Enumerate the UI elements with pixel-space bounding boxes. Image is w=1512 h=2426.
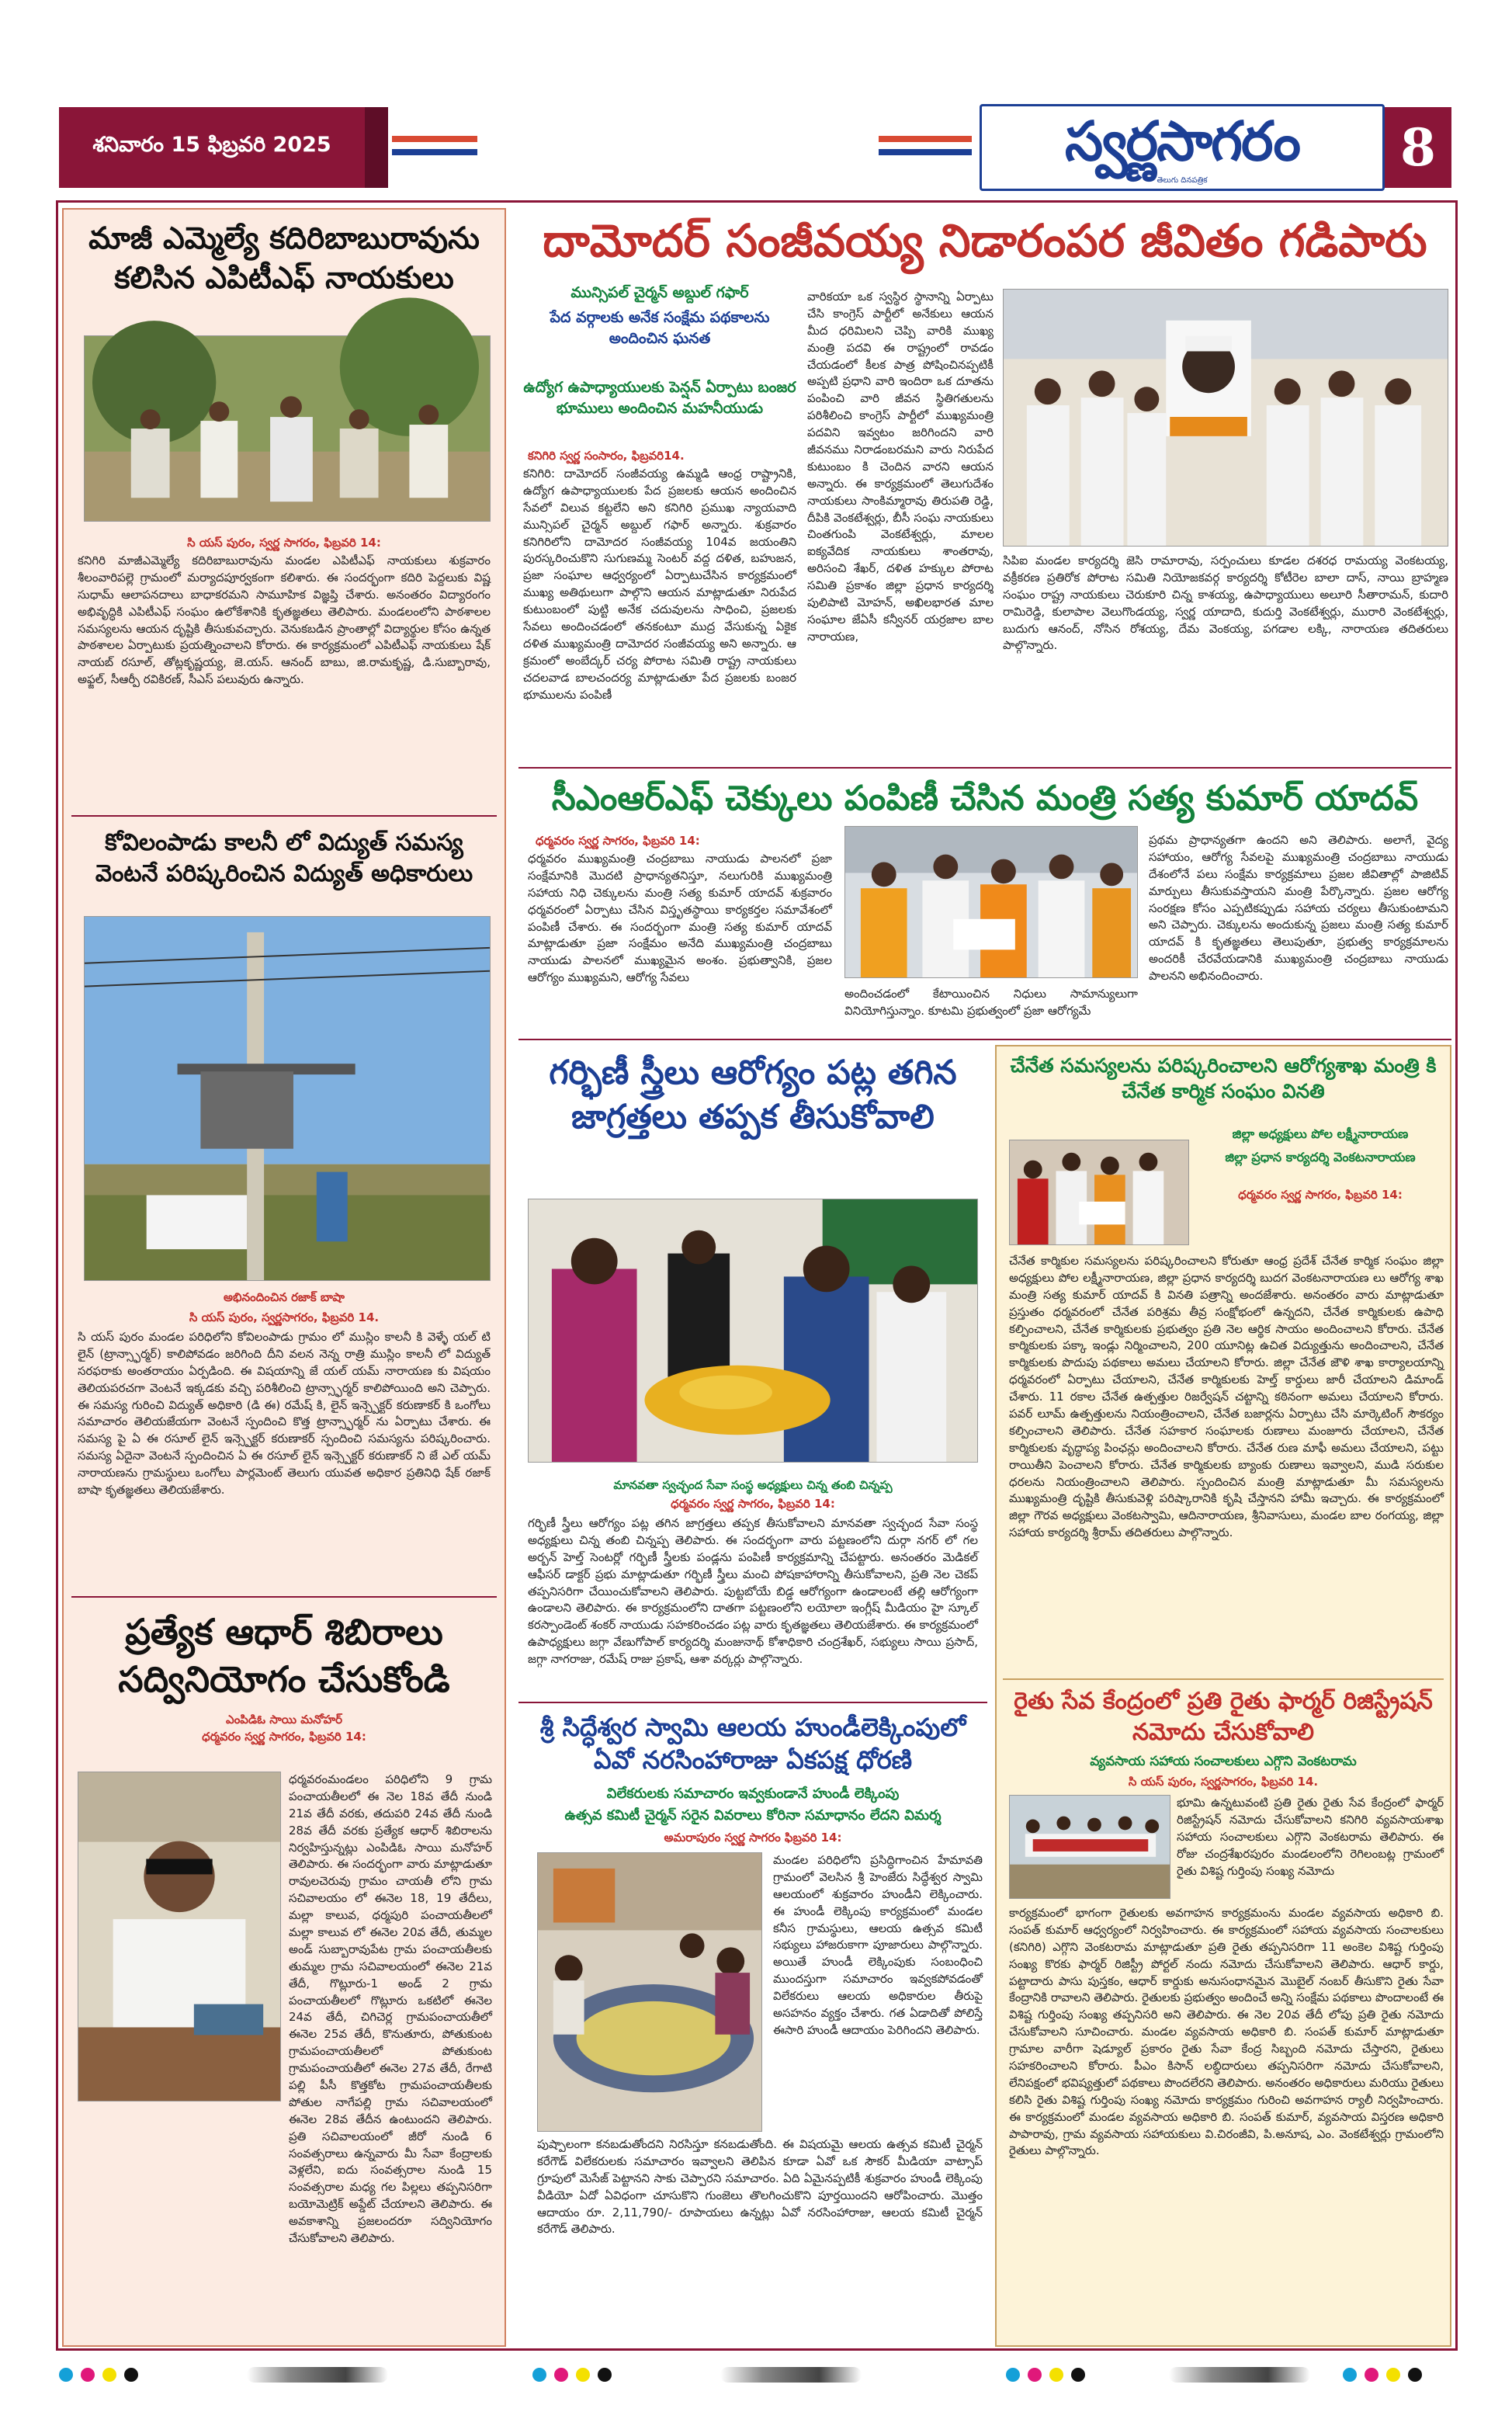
yellow-dot <box>576 2368 590 2382</box>
date-bar-accent <box>365 107 388 188</box>
black-dot <box>124 2368 138 2382</box>
siddheswara-headline: శ్రీ సిద్ధేశ్వర స్వామి ఆలయ హుండీలెక్కింపులో ఏవో నరసింహారాజు ఏకపక్ష ధోరణి <box>539 1713 966 1775</box>
magenta-dot <box>1365 2368 1378 2382</box>
magenta-dot <box>554 2368 568 2382</box>
aadhar-dateline: ధర్మవరం స్వర్ణ సాగరం, ఫిబ్రవరి 14: <box>202 1730 366 1744</box>
issue-date: శనివారం 15 ఫిబ్రవరి 2025 <box>59 107 365 188</box>
aadhar-byline: ఎంపిడిఓ సాయి మనోహర్ <box>226 1713 342 1727</box>
siddheswara-body2: పుష్పాలంగా కనబడుతోందని నిరసిస్తూ కనబడుతోంది. ఈ విషయమై ఆలయ ఉత్సవ కమిటీ చైర్మన్ కరేగౌడ్ విలేకరులకు సమాచారం ఇవ్వాలని తెలిపిన కూడా ఏవో ఒక సౌకర్ మీడియా వాట్సాప్ గ్రూపులో మెసేజ్ పెట్టానని సాకు చెప్పారని సమాచారం. ఏది ఏమైనప్పటికీ శుక్రవారం హుండీ లెక్కింపు వీడియో ఏదో ఏవిధంగా చూసుకొని గుంజెలు తొలగించుకొని పూర్తయిందని ఆరోపించారు. మొత్తం ఆదాయం రూ. 2,11,790/- రూపాయలు ఉన్నట్లు ఏవో నరసింహారాజు, ఆలయ కమిటీ చైర్మన్ కరేగౌడ్ తెలిపారు. <box>537 2137 983 2237</box>
ex-mla-headline: మాజీ ఎమ్మెల్యే కదిరిబాబురావును కలిసిన ఎపిటీఎఫ్ నాయకులు <box>88 221 480 297</box>
handloom-sub1: జిల్లా అధ్యక్షులు పోల లక్ష్మీనారాయణ <box>1232 1126 1409 1141</box>
farmer-body1: భూమి ఉన్నటువంటి ప్రతి రైతు రైతు సేవ కేంద్రంలో ఫార్మర్ రిజిస్ట్రేషన్ నమోదు చేసుకోవాలని కనిగిరి వ్యవసాయశాఖ సహాయ సంచాలకులు ఎగ్గొని వెంకటరామ తెలిపారు. ఈ రోజు చంద్రశేఖరపురం మండలంలోని రెగిలంబట్ల గ్రామంలో రైతు విశిష్ట గుర్తింపు సంఖ్య నమోదు <box>1177 1796 1444 1878</box>
masthead-rule-right-blue <box>879 149 972 155</box>
ex-mla-body: కనిగిరి మాజీఎమ్మెల్యే కదిరిబాబురావును మండల ఎపిటీఎఫ్ నాయకులు శుక్రవారం శీలంవారిపల్లె గ్రామంలో మర్యాదపూర్వకంగా కలిశారు. ఈ సందర్భంగా కదిరి పెద్దలుకు విష్ణ సుధామ్ ఆలాపనదాలు బాధాకరమని సామూహిక విజ్ఞప్తి చేశారు. అనంతరం విద్యారంగం అభివృద్ధికి ఎపిటీఎఫ్ సంఘం ఉలోకేశానికి కృతజ్ఞతలు తెలిపారు. మండలంలోని పాఠశాలల సమస్యలను ఆయన దృష్టికి తీసుకువచ్చారు. వెనుకబడిన ప్రాంతాల్లో విద్యార్థుల కోసం ఉన్నత పాఠశాలల ఏర్పాటుకు ప్రయత్నించాలని కోరారు. ఈ కార్యక్రమంలో ఎపిటీఎఫ్ నాయకులు షేక్ నాయబ్ రసూల్, తోట్లకృష్ణయ్య, జె.యస్. ఆనంద్ బాబు, జి.రామకృష్ణ, డి.సుబ్బారావు, అఫ్జల్, సీఆర్పీ రవికిరణ్, సీఎస్ పలువురు ఉన్నారు. <box>78 554 491 687</box>
pregnant-headline: గర్భిణీ స్త్రీలు ఆరోగ్యం పట్ల తగిన జాగ్రత్తలు తప్పక తీసుకోవాలి <box>549 1053 957 1137</box>
black-dot <box>1071 2368 1085 2382</box>
kovilampadu-dateline: సి యస్ పురం, స్వర్ణసాగరం, ఫిబ్రవరి 14. <box>189 1310 380 1324</box>
aadhar-headline: ప్రత్యేక ఆధార్ శిబిరాలు సద్వినియోగం చేసుకోండి <box>118 1611 450 1700</box>
damodar-photo <box>1003 289 1448 547</box>
kovilampadu-photo <box>84 916 491 1281</box>
cmrf-body1: ధర్మవరం ముఖ్యమంత్రి చంద్రబాబు నాయుడు పాలనలో ప్రజా సంక్షేమానికి మొదటి ప్రాధాన్యతనిస్తూ, నలుగురికి ముఖ్యమంత్రి సహాయ నిధి చెక్కులను మంత్రి సత్య కుమార్ యాదవ్ శుక్రవారం ధర్మవరంలో ఏర్పాటు చేసిన విస్తృతస్థాయి కార్యకర్తల సమావేశంలో పంపిణీ చేశారు. ఈ సందర్భంగా మంత్రి సత్య కుమార్ యాదవ్ మాట్లాడుతూ ప్రజా సంక్షేమం అనేది ముఖ్యమంత్రి చంద్రబాబు నాయుడు పాలనలో ముఖ్యమైన అంశం. ప్రభుత్వానికి, ప్రజల ఆరోగ్యం ముఖ్యమని, ఆరోగ్య సేవలు <box>528 852 832 985</box>
cmrf-headline: సీఎంఆర్ఎఫ్ చెక్కులు పంపిణీ చేసిన మంత్రి సత్య కుమార్ యాదవ్ <box>551 779 1419 818</box>
yellow-dot <box>1386 2368 1400 2382</box>
damodar-sub3: ఉద్యోగ ఉపాధ్యాయులకు పెన్షన్ ఏర్పాటు బంజర భూములు అందించిన మహనీయుడు <box>523 379 796 417</box>
black-dot <box>1408 2368 1422 2382</box>
color-registration-center <box>532 2368 612 2382</box>
magenta-dot <box>81 2368 95 2382</box>
damodar-body2: వారికయా ఒక స్వస్థిర స్థానాన్ని ఏర్పాటు చేసి కాంగ్రెస్ పార్టీలో అనేకులు ఆయన మీద ధరిమిలని చెప్పి వారికి ముఖ్య మంత్రి పదవి ఈ రాష్ట్రంలో రావడం చేయడంలో కీలక పాత్ర పోషించినప్పటికీ అప్పటి ప్రధాని వారి ఇందిరా ఒక దూతను పంపించి వారి జీవన స్థితిగతులను పరిశీలించి కాంగ్రెస్ పార్టీలో ముఖ్యమంత్రి పదవిని ఇవ్వటం జరిగిందని వారి జీవనము నిరాడంబరమని వారు నిరుపేద కుటుంబం కి చెందిన వారని ఆయన అన్నారు. ఈ కార్యక్రమంలో తెలుగుదేశం నాయకులు సాంకిమ్మారావు తిరుపతి రెడ్డి, దీపికి వెంకటేశ్వర్లు, బీసీ సంఘ నాయకులు చింతగుంపి వెంకటేశ్వర్లు, మాలల ఐక్యవేదిక నాయకులు శాంతరావు, అరిసంచి శేఖర్, దళిత హక్కుల పోరాట సమితి ప్రకాశం జిల్లా ప్రధాన కార్యదర్శి పులిపాటి మోహన్, అఖిలభారత మాల సంఘాల జేఏసీ కన్వీనర్ యర్రజాల బాల నారాయణ, <box>807 290 994 644</box>
aadhar-officer-photo <box>78 1772 281 2101</box>
siddheswara-body1: మండల పరిధిలోని ప్రసిద్ధిగాంచిన హేమావతి గ్రామంలో వెలసిన శ్రీ హెంజేరు సిద్ధేశ్వర స్వామి ఆలయంలో శుక్రవారం హుండీని లెక్కించారు. ఈ హుండీ లెక్కింపు కార్యక్రమంలో మండల కనీస గ్రామస్థులు, ఆలయ ఉత్సవ కమిటీ సభ్యులు హాజరుకాగా పూజారులు పాల్గొన్నారు. అయితే హుండీ లెక్కింపుకు సంబంధించి ముందస్తుగా సమాచారం ఇవ్వకపోవడంతో విలేకరులు ఆలయ అధికారుల తీరుపై అసహనం వ్యక్తం చేశారు. గత ఏడాదితో పోలిస్తే ఈసారి హుండీ ఆదాయం పెరిగిందని తెలిపారు. <box>773 1853 983 2037</box>
damodar-sub2: పేద వర్గాలకు అనేక సంక్షేమ పథకాలను అందించిన ఘనత <box>550 309 770 347</box>
grey-bar-2 <box>720 2367 862 2383</box>
pregnant-photo <box>528 1199 978 1463</box>
farmer-headline: రైతు సేవ కేంద్రంలో ప్రతి రైతు ఫార్మర్ రిజిస్ట్రేషన్ నమోదు చేసుకోవాలి <box>1014 1688 1433 1746</box>
kovilampadu-headline: కోవిలంపాడు కాలనీ లో విద్యుత్ సమస్య వెంటనే పరిష్కరించిన విద్యుత్ అధికారులు <box>95 829 473 887</box>
divider-cmrf <box>518 1039 1451 1040</box>
divider-pregnant <box>518 1702 987 1703</box>
siddheswara-sub2: ఉత్సవ కమిటీ చైర్మన్ సరైన వివరాలు కోరినా సమాధానం లేదని విమర్శ <box>564 1807 942 1824</box>
cyan-dot <box>1343 2368 1357 2382</box>
handloom-sub2: జిల్లా ప్రధాన కార్యదర్శి వెంకటనారాయణ <box>1225 1150 1416 1164</box>
handloom-photo <box>1009 1140 1189 1245</box>
cyan-dot <box>1006 2368 1020 2382</box>
farmer-photo <box>1009 1795 1170 1899</box>
damodar-body1: కనిగిరి: దామోదర్ సంజీవయ్య ఉమ్మడి ఆంధ్ర రాష్ట్రానికి, ఉద్యోగ ఉపాధ్యాయులకు పేద ప్రజలకు ఆయన అందించిన సేవలో విలువ కట్టలేని అని కనిగిరి ప్రముఖ న్యాయవాది మున్సిపల్ చైర్మన్ అబ్దుల్ గఫార్ అన్నారు. శుక్రవారం కనిగిరిలోని దామోదర సంజీవయ్య 104వ జయంతిని పురస్కరించుకొని సుగుణమ్మ సెంటర్ వద్ద దళిత, బహుజన, ప్రజా సంఘాల ఆధ్వర్యంలో ఏర్పాటుచేసిన కార్యక్రమంలో ముఖ్య అతిథులుగా పాల్గొని ఆయన మాట్లాడుతూ నిరుపేద కుటుంబంలో పుట్టి అనేక చదువులను సాధించి, ప్రజలకు సేవలు అందించడంలో తనకంటూ ముద్ర వేసుకున్న ఏకైక దళిత ముఖ్యమంత్రి దామోదర సంజీవయ్య అని అన్నారు. ఆ క్రమంలో అంబేద్కర్ చర్య పోరాట సమితి రాష్ట్ర నాయకులు చదలవాడ బాలచందర్య మాట్లాడుతూ పేద ప్రజలకు బంజర భూములను పంపిణీ <box>523 467 796 702</box>
pregnant-dateline: ధర్మవరం స్వర్ణ సాగరం, ఫిబ్రవరి 14: <box>671 1497 835 1511</box>
pregnant-caption: మానవతా స్వచ్ఛంద సేవా సంస్థ అధ్యక్షులు చిన్న తంబి చిన్నప్ప <box>613 1478 893 1492</box>
grey-bar-1 <box>247 2367 388 2383</box>
handloom-dateline: ధర్మవరం స్వర్ణ సాగరం, ఫిబ్రవరి 14: <box>1238 1188 1403 1202</box>
damodar-sub1: మున్సిపల్ చైర్మన్ అబ్దుల్ గఫార్ <box>570 284 749 301</box>
ex-mla-dateline: సి యస్ పురం, స్వర్ణ సాగరం, ఫిబ్రవరి 14: <box>187 536 381 550</box>
cmrf-dateline: ధర్మవరం స్వర్ణ సాగరం, ఫిబ్రవరి 14: <box>536 834 700 848</box>
divider-handloom <box>1003 1678 1444 1680</box>
handloom-body: చేనేత కార్మికుల సమస్యలను పరిష్కరించాలని కోరుతూ ఆంధ్ర ప్రదేశ్ చేనేత కార్మిక సంఘం జిల్లా అధ్యక్షులు పోల లక్ష్మీనారాయణ, జిల్లా ప్రధాన కార్యదర్శి బుదగ వెంకటనారాయణ లు ఆరోగ్య శాఖ మంత్రి సత్య కుమార్ యాదవ్ కి వినతి పత్రాన్ని అందజేశారు. అనంతరం వారు మాట్లాడుతూ ప్రస్తుతం ధర్మవరంలో చేనేత పరిశ్రమ తీవ్ర సంక్షోభంలో ఉన్నదని, చేనేత కార్మికులకు ఉపాధి కల్పించాలని, చేనేత కార్మికులకు ప్రభుత్వం ప్రతి నెల ఆర్థిక సాయం అందించాలని కోరారు. చేనేత కార్మికులకు పక్కా ఇండ్లు నిర్మించాలని, 200 యూనిట్ల ఉచిత విద్యుత్తును అందించాలని, చేనేత కార్మికులకు పొదుపు పథకాలు అమలు చేయాలని కోరారు. జిల్లా చేనేత జౌళి శాఖ కార్యాలయాన్ని ధర్మవరంలో ఏర్పాటు చేయాలని, చేనేత కార్మికులకు హెల్త్ కార్డులు జారీ చేయాలని డిమాండ్ చేశారు. 11 రకాల చేనేత ఉత్పత్తుల రిజర్వేషన్ చట్టాన్ని కఠినంగా అమలు చేయాలని కోరారు. పవర్ లూమ్ ఉత్పత్తులను నియంత్రించాలని, చేనేత బజార్లను ఏర్పాటు చేసి మార్కెటింగ్ సౌకర్యం కల్పించాలని తెలిపారు. చేనేత సహకార సంఘాలకు రుణాలు మంజూరు చేయాలని, చేనేత కార్మికులకు వృద్ధాప్య పింఛన్లు అందించాలని కోరారు. చేనేత రుణ మాఫీ అమలు చేయాలని, పట్టు రాయితీని పెంచాలని కోరారు. చేనేత కార్మికులకు బ్యాంకు రుణాలు ఇవ్వాలని, ముడి సరుకుల ధరలను నియంత్రించాలని తెలిపారు. స్పందించిన మంత్రి మాట్లాడుతూ మీ సమస్యలను ముఖ్యమంత్రి దృష్టికి తీసుకువెళ్లి పరిష్కారానికి కృషి చేస్తానని హామీ ఇచ్చారు. ఈ కార్యక్రమంలో జిల్లా గౌరవ అధ్యక్షులు వెంకటస్వామి, ఆదినారాయణ, శ్రీనివాసులు, మండల బాల రంగయ్య, జిల్లా సహాయ కార్యదర్శి శ్రీరామ్ తదితరులు పాల్గొన్నారు. <box>1009 1254 1444 1540</box>
masthead-rule-right <box>879 136 972 142</box>
kovilampadu-body: సి యస్ పురం మండల పరిధిలోని కోవిలంపాడు గ్రామం లో ముస్లిం కాలనీ కి వెళ్ళే యల్ టి లైన్ (ట్రాన్స్ఫార్మర్) కాలిపోవడం జరిగింది దీని వలన నెన్న రాత్రి ముస్లిం కాలనీ లో విద్యుత్ సరఫరాకు అంతరాయం ఏర్పడింది. ఈ విషయాన్ని జే యల్ యమ్ నారాయణ కు విషయం తెలియపరచగా వెంటనే ఇక్కడకు వచ్చి పరిశీలించి ట్రాన్స్ఫార్మర్ కాలిపోయింది అని చెప్పారు. ఈ సమస్య గురించి విద్యుత్ అధికారి (డి ఈ) రమేష్ కి, లైన్ ఇన్స్పెక్టర్ కరుణాకర్ కి ఒంగోలు సమాచారం తెలియజేయగా వెంటనే స్పందించి కొత్త ట్రాన్స్ఫార్మర్ ను ఏర్పాటు చేశారు. ఈ సమస్య పై ఏ ఈ రసూల్ లైన్ ఇన్స్పెక్టర్ కరుణాకర్ స్పందించి సమస్యను పరిష్కరించారు. సమస్య ఏదైనా వెంటనే స్పందించిన ఏ ఈ రసూల్ లైన్ ఇన్స్పెక్టర్ కరుణాకర్ ని జే ఎల్ యమ్ నారాయణను గ్రామస్థులు ఒంగోలు పార్లమెంట్ తెలుగు యువత అధికార ప్రతినిధి షేక్ రజాక్ బాషా కృతజ్ఞతలు తెలియజేశారు. <box>78 1330 491 1498</box>
damodar-headline: దామోదర్ సంజీవయ్య నిడారంపర జీవితం గడిపారు <box>543 214 1427 267</box>
color-registration-left <box>59 2368 138 2382</box>
aadhar-body: ధర్మవరంమండలం పరిధిలోని 9 గ్రామ పంచాయతీలలో ఈ నెల 18వ తేదీ నుండి 21వ తేదీ వరకు, తదుపరి 24వ తేదీ నుండి 28వ తేదీ వరకు ప్రత్యేక ఆధార్ శిబిరాలను నిర్వహిస్తున్నట్లు ఎంపిడిఓ సాయి మనోహర్ తెలిపారు. ఈ సందర్భంగా వారు మాట్లాడుతూ రావులచెరువు గ్రామం చాయతీ లోని గ్రామ సచివాలయం లో ఈనెల 18, 19 తేదీలు, మల్లా కాలువ, ధర్మపురి పంచాయతీలలో మల్లా కాలువ లో ఈనెల 20వ తేదీ, తుమ్మల అండ్ సుబ్బారావుపేట గ్రామ పంచాయతీలకు తుమ్మల గ్రామ సచివాలయంలో ఈనెల 21వ తేదీ, గొట్లూరు-1 అండ్ 2 గ్రామ పంచాయతీలలో గొట్లూరు ఒకటిలో ఈనెల 24వ తేదీ, చిగిచెర్ల గ్రామపంచాయతీలో ఈనెల 25వ తేదీ, కొనుతూరు, పోతుకుంట గ్రామపంచాయతీలలో పోతుకుంట గ్రామపంచాయతీలో ఈనెల 27వ తేదీ, రేగాటి పల్లి పీసీ కొత్తకోట గ్రామపంచాయతీలకు పోతుల నాగేపల్లి గ్రామ సచివాలయంలో ఈనెల 28వ తేదీన ఉంటుందని తెలిపారు. ప్రతి సచివాలయంలో జీరో నుండి 6 సంవత్సరాలు ఉన్నవారు మీ సేవా కేంద్రాలకు వెళ్లలేని, ఐదు సంవత్సరాల నుండి 15 సంవత్సరాల మధ్య గల పిల్లలు తప్పనిసరిగా బయోమెట్రిక్ అప్డేట్ చేయాలని తెలిపారు. ఈ అవకాశాన్ని ప్రజలందరూ సద్వినియోగం చేసుకోవాలని తెలిపారు. <box>289 1772 492 2246</box>
newspaper-logo: స్వర్ణసాగరం <box>980 104 1385 191</box>
kovilampadu-caption: అభినందించిన రజాక్ బాషా <box>224 1290 345 1304</box>
left-divider-2 <box>71 1596 497 1598</box>
cmrf-body3: ప్రథమ ప్రాధాన్యతగా ఉందని అని తెలిపారు. అలాగే, వైద్య సహాయం, ఆరోగ్య సేవలపై ముఖ్యమంత్రి చంద్రబాబు నాయుడు దేశంలోనే పలు సంక్షేమ కార్యక్రమాలు ప్రజల జీవితాల్లో పాజిటివ్ మార్పులు తీసుకువస్తాయని మంత్రి పేర్కొన్నారు. ప్రజల ఆరోగ్య సంరక్షణ కోసం ఎప్పటికప్పుడు సహాయ చర్యలు తీసుకుంటామని అని చెప్పారు. చెక్కులను అందుకున్న ప్రజలు మంత్రి సత్య కుమార్ యాదవ్ కి కృతజ్ఞతలు తెలుపుతూ, ప్రభుత్వ కార్యక్రమాలను అందరికీ చేరవేయడానికి ముఖ్యమంత్రి చంద్రబాబు నాయుడు పాలనని అభినందించారు. <box>1149 833 1448 984</box>
page-number: 8 <box>1385 107 1451 188</box>
farmer-sub1: వ్యవసాయ సహాయ సంచాలకులు ఎగ్గొని వెంకటరామ <box>1090 1754 1357 1769</box>
siddheswara-photo <box>537 1852 762 2132</box>
masthead-rule-left <box>392 136 477 142</box>
cmrf-body2: అందించడంలో కేటాయించిన నిధులు సామాన్యులుగా వినియోగిస్తున్నాం. కూటమి ప్రభుత్వంలో ప్రజా ఆరోగ్యమే <box>844 987 1138 1018</box>
siddheswara-dateline: అమరాపురం స్వర్ణ సాగరం ఫిబ్రవరి 14: <box>664 1831 842 1845</box>
divider-damodar <box>518 767 1451 769</box>
color-registration-right <box>1006 2368 1085 2382</box>
cyan-dot <box>532 2368 546 2382</box>
left-divider-1 <box>71 815 497 817</box>
siddheswara-sub1: విలేకరులకు సమాచారం ఇవ్వకుండానే హుండీ లెక్కింపు <box>606 1786 900 1802</box>
cyan-dot <box>59 2368 73 2382</box>
black-dot <box>598 2368 612 2382</box>
pregnant-body: గర్భిణీ స్త్రీలు ఆరోగ్యం పట్ల తగిన జాగ్రత్తలు తప్పక తీసుకోవాలని మానవతా స్వచ్ఛంద సేవా సంస్థ అధ్యక్షులు చిన్న తంబి చిన్నప్ప తెలిపారు. ఈ సందర్భంగా వారు పట్టణంలోని దుర్గా నగర్ లో గల అర్బన్ హెల్త్ సెంటర్లో గర్భిణీ స్త్రీలకు పండ్లను పంపిణీ కార్యక్రమాన్ని చేపట్టారు. అనంతరం మెడికల్ ఆఫీసర్ డాక్టర్ ప్రభు మాట్లాడుతూ గర్భిణీ స్త్రీలు మంచి పోషకాహారాన్ని తీసుకోవాలని, ప్రతి నెల చెకప్ తప్పనిసరిగా చేయించుకోవాలని తెలిపారు. పుట్టబోయే బిడ్డ ఆరోగ్యంగా ఉండాలంటే తల్లి ఆరోగ్యంగా ఉండాలని తెలిపారు. ఈ కార్యక్రమంలోని దాతగా పట్టణంలోని లయోలా ఇంగ్లీష్ మీడియం హై స్కూల్ కరస్పాండెంట్ శంకర్ నాయుడు సహకరించడం పట్ల వారు కృతజ్ఞతలు తెలియజేశారు. ఈ కార్యక్రమంలో ఉపాధ్యక్షులు జగ్గా వేణుగోపాల్ కార్యదర్శి మంజునాథ్ కోశాధికారి చంద్రశేఖర్, సభ్యులు సాయి ప్రసాద్, జగ్గా నాగరాజు, రమేష్ రాజు ప్రకాష్, ఆశా వర్కర్లు పాల్గొన్నారు. <box>528 1516 978 1667</box>
yellow-dot <box>102 2368 116 2382</box>
damodar-body3: సిపిఐ మండల కార్యదర్శి జెసి రామారావు, సర్పంచులు కూడల దశరధ రామయ్య వెంకటయ్య, వక్రీకరణ ప్రతిరోక పోరాట సమితి నియోజకవర్గ కార్యదర్శి కోటీరెల బాలా దాస్, నాయి బ్రాహ్మణ సంఘం రాష్ట్ర నాయకులు చెరుకూరి చిన్న కాశయ్య, ఉపాధ్యాయులు అలూరి సీతారామన్, కుదారి రామిరెడ్డి, కులాపాల వెలుగొండయ్య, స్వర్ణ యాదాది, కుదుర్తి వెంకటేశ్వర్లు, మురారి వెంకటేశ్వర్లు, బుదుగు ఆనంద్, నోసిన రోశయ్య, దేమ వెంకయ్య, పగడాల లక్కి, నారాయణ తదితరులు పాల్గొన్నారు. <box>1003 554 1448 653</box>
cmrf-photo <box>844 826 1138 978</box>
farmer-body2: కార్యక్రమంలో భాగంగా రైతులకు అవగాహన కార్యక్రమంను మండల వ్యవసాయ అధికారి బి. సంపత్ కుమార్ ఆధ్వర్యంలో నిర్వహించారు. ఈ కార్యక్రమంలో సహాయ వ్యవసాయ సంచాలకులు (కనిగిరి) ఎగ్గొని వెంకటరామ మాట్లాడుతూ ప్రతి రైతు తప్పనిసరిగా 11 అంకెల విశిష్ట గుర్తింపు సంఖ్య కొరకు ఫార్మర్ రిజిస్ట్రీ పోర్టల్ నందు నమోదు చేసుకోవాలని తెలిపారు. ఆధార్ కార్డు, పట్టాదారు పాసు పుస్తకం, ఆధార్ కార్డుకు అనుసంధానమైన మొబైల్ నంబర్ తీసుకొని రైతు సేవా కేంద్రానికి రావాలని తెలిపారు. రైతులకు ప్రభుత్వం అందించే అన్ని సంక్షేమ పథకాలు పొందాలంటే ఈ విశిష్ట గుర్తింపు సంఖ్య తప్పనిసరి అని తెలిపారు. ఈ నెల 20వ తేదీ లోపు ప్రతి రైతు నమోదు చేసుకోవాలని సూచించారు. మండల వ్యవసాయ అధికారి బి. సంపత్ కుమార్ మాట్లాడుతూ గ్రామాల వారీగా షెడ్యూల్ ప్రకారం రైతు సేవా కేంద్ర సిబ్బంది నమోదు చేస్తారని, రైతులు సహకరించాలని కోరారు. పీఎం కిసాన్ లబ్ధిదారులు తప్పనిసరిగా నమోదు చేసుకోవాలని, లేనిపక్షంలో భవిష్యత్తులో పథకాలు పొందలేరని తెలిపారు. అనంతరం అధికారులు మరియు రైతులు కలిసి రైతు విశిష్ట గుర్తింపు సంఖ్య నమోదు కార్యక్రమం గురించి అవగాహన ర్యాలీ నిర్వహించారు. ఈ కార్యక్రమంలో మండల వ్యవసాయ అధికారి బి. సంపత్ కుమార్, వ్యవసాయ విస్తరణ అధికారి పాపారావు, గ్రామ వ్యవసాయ సహాయకులు వి.చిరంజీవి, పి.అనూష, ఎం. వెంకటేశ్వర్లు గ్రామంలోని రైతులు పాల్గొన్నారు. <box>1009 1906 1444 2158</box>
handloom-headline: చేనేత సమస్యలను పరిష్కరించాలని ఆరోగ్యశాఖ మంత్రి కి చేనేత కార్మిక సంఘం వినతి <box>1010 1054 1437 1102</box>
masthead-rule-left-blue <box>392 149 477 155</box>
damodar-dateline: కనిగిరి స్వర్ణ సంసారం, ఫిబ్రవరి14. <box>528 449 685 463</box>
newspaper-tagline: తెలుగు దినపత్రిక <box>1157 176 1208 185</box>
ex-mla-photo <box>84 335 491 522</box>
grey-bar-3 <box>1169 2367 1310 2383</box>
color-registration-far-right <box>1343 2368 1422 2382</box>
yellow-dot <box>1049 2368 1063 2382</box>
magenta-dot <box>1028 2368 1042 2382</box>
farmer-dateline: సి యస్ పురం, స్వర్ణసాగరం, ఫిబ్రవరి 14. <box>1128 1775 1319 1789</box>
